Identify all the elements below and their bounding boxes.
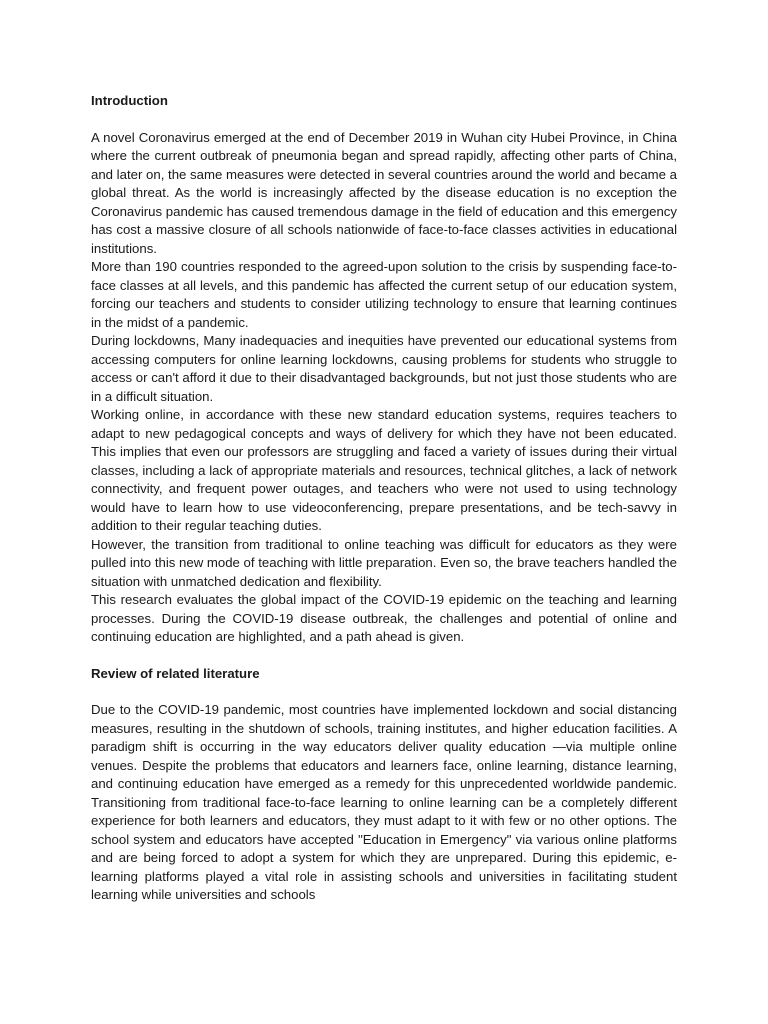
intro-paragraph-6: This research evaluates the global impact of the COVID-19 epidemic on the teaching and learning processes. During the COVID-19 disease outbreak, the challenges and potential of online and continuing education are highlighted, and a path ahead is given. bbox=[91, 592, 677, 644]
section-heading-review: Review of related literature bbox=[91, 665, 260, 681]
document-page bbox=[91, 92, 677, 905]
review-paragraph-1: Due to the COVID-19 pandemic, most countries have implemented lockdown and social distancing measures, resulting in the shutdown of schools, training institutes, and higher education facilities. A paradigm shift is occurring in the way educators deliver quality education —via multiple online venues. Despite the problems that educators and learners face, online learning, distance learning, and continuing education have emerged as a remedy for this unprecedented worldwide pandemic. Transitioning from traditional face-to-face learning to online learning can be a completely different experience for both learners and educators, they must adapt to it with few or no other options. The school system and educators have accepted "Education in Emergency" via various online platforms and are being forced to adopt a system for which they are unprepared. During this epidemic, e-learning platforms played a vital role in assisting schools and universities in facilitating student learning while universities and schools bbox=[91, 702, 677, 902]
intro-paragraph-4: Working online, in accordance with these new standard education systems, requires teachers to adapt to new pedagogical concepts and ways of delivery for which they have not been educated. This implies that even our professors are struggling and faced a variety of issues during their virtual classes, including a lack of appropriate materials and resources, technical glitches, a lack of network connectivity, and frequent power outages, and teachers who were not used to using technology would have to learn how to use videoconferencing, prepare presentations, and be tech-savvy in addition to their regular teaching duties. bbox=[91, 407, 677, 533]
intro-paragraph-1: A novel Coronavirus emerged at the end of December 2019 in Wuhan city Hubei Province, in China where the current outbreak of pneumonia began and spread rapidly, affecting other parts of China, and later on, the same measures were detected in several countries around the world and became a global threat. As the world is increasingly affected by the disease education is no exception the Coronavirus pandemic has caused tremendous damage in the field of education and this emergency has cost a massive closure of all schools nationwide of face-to-face classes activities in educational institutions. bbox=[91, 129, 677, 256]
intro-paragraph-5: However, the transition from traditional to online teaching was difficult for educators as they were pulled into this new mode of teaching with little preparation. Even so, the brave teachers handled the situation with unmatched dedication and flexibility. bbox=[91, 536, 677, 589]
intro-paragraph-3: During lockdowns, Many inadequacies and inequities have prevented our educational systems from accessing computers for online learning lockdowns, causing problems for students who struggle to access or can't afford it due to their disadvantaged backgrounds, but not just those students who are in a difficult situation. bbox=[91, 333, 677, 404]
intro-paragraph-2: More than 190 countries responded to the agreed-upon solution to the crisis by suspending face-to-face classes at all levels, and this pandemic has affected the current setup of our education system, forcing our teachers and students to consider utilizing technology to ensure that learning continues in the midst of a pandemic. bbox=[91, 259, 677, 330]
section-heading-introduction: Introduction bbox=[91, 93, 168, 108]
